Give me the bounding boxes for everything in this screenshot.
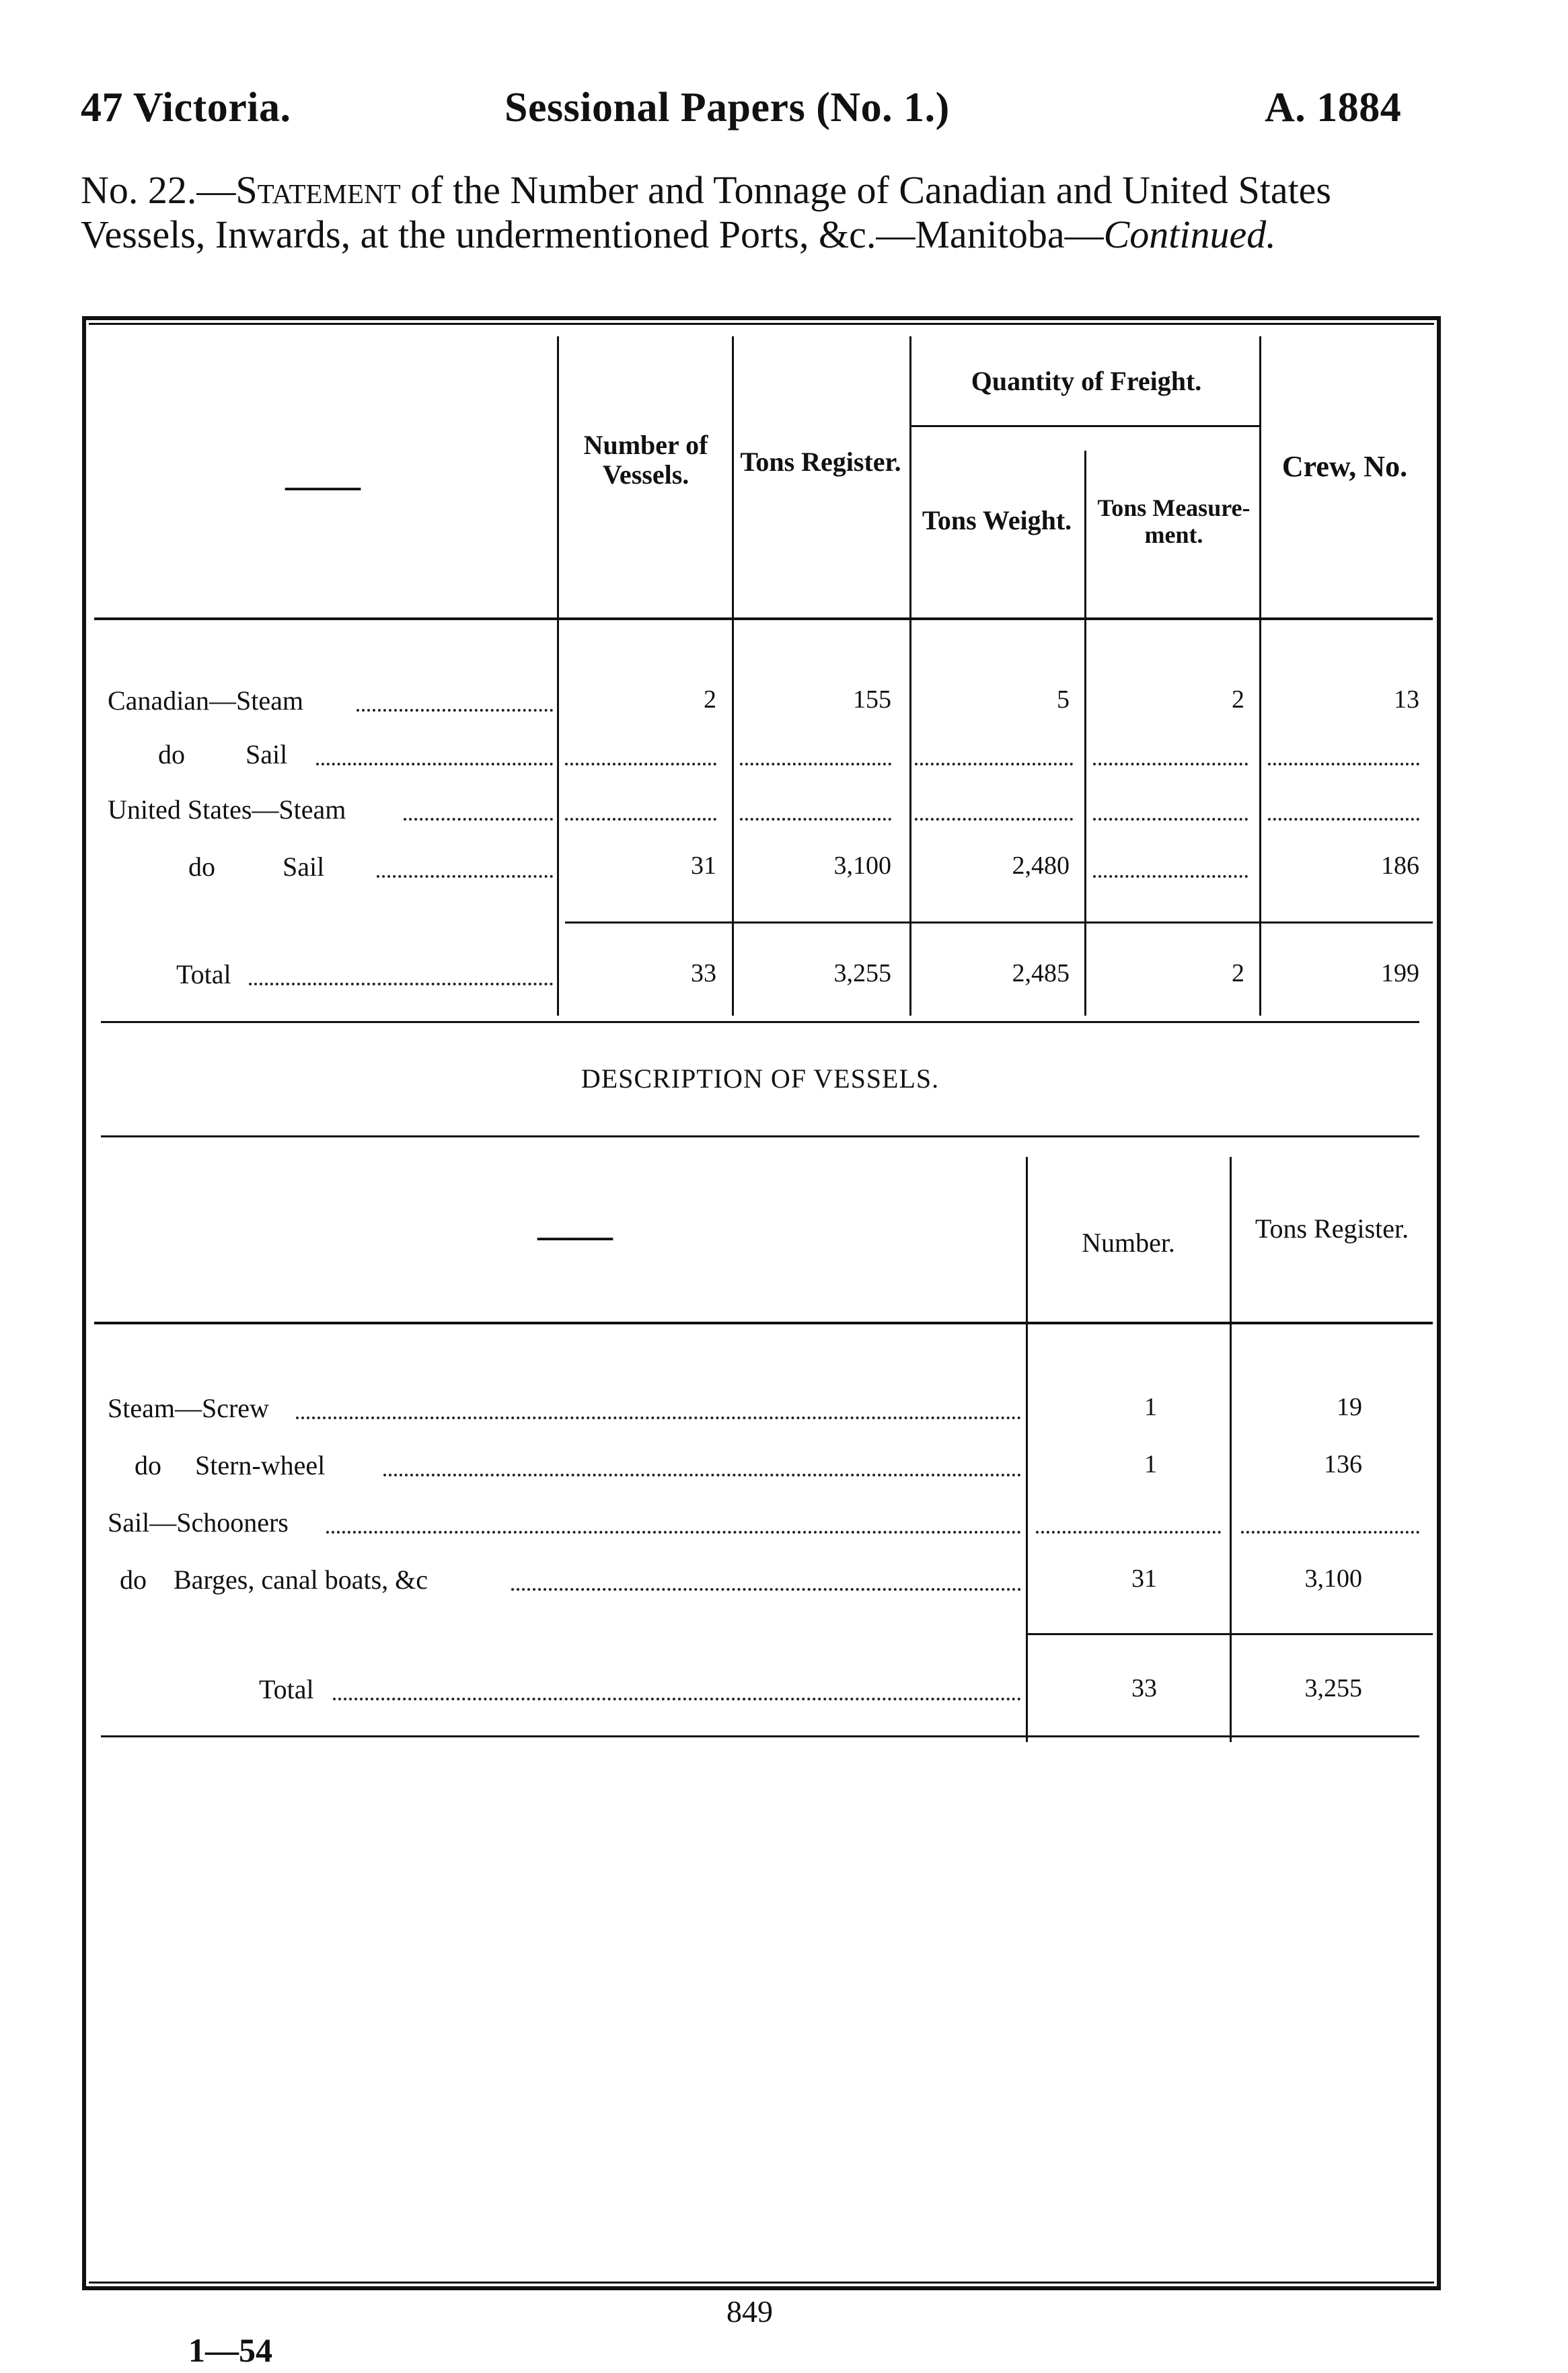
t1-total-vessels: 33 xyxy=(691,959,716,987)
t1-col-tons-measurement: Tons Measure-ment. xyxy=(1097,494,1250,548)
t1-empty-cell xyxy=(1268,761,1419,765)
statement-title xyxy=(81,168,1453,257)
t1-empty-cell xyxy=(915,761,1073,765)
t1-total-weight: 2,485 xyxy=(1012,959,1070,987)
t1-stub-header: —— xyxy=(285,465,361,506)
header-center: Sessional Papers (No. 1.) xyxy=(505,85,950,130)
page-number: 849 xyxy=(726,2294,773,2329)
header-left: 47 Victoria. xyxy=(81,85,291,130)
t1-row-leader xyxy=(357,708,553,712)
t2-total-leader xyxy=(333,1696,1021,1700)
t1-row-vessels: 31 xyxy=(691,852,716,880)
t1-col-vessels: Number of Vessels. xyxy=(583,430,708,490)
frame-inner-bottom xyxy=(89,2282,1434,2284)
t1-row-leader xyxy=(316,761,553,765)
t2-row-register: 19 xyxy=(1337,1393,1362,1421)
t1-row-label-do: do Sail xyxy=(188,852,325,882)
t1-row-register: 155 xyxy=(853,685,891,714)
t1-empty-cell xyxy=(740,761,891,765)
t2-row-register: 3,100 xyxy=(1304,1565,1362,1593)
t2-header-rule xyxy=(94,1322,1433,1324)
title-text: of the Number and Tonnage of Canadian and United States Vessels, Inwards, at the undermentioned Ports, &c.—Manitoba— xyxy=(81,168,1331,256)
t1-row-leader xyxy=(404,817,553,821)
t1-freight-rule xyxy=(909,425,1259,427)
t1-col-tons-register: Tons Register. xyxy=(740,447,901,477)
t2-col-number: Number. xyxy=(1082,1228,1175,1258)
title-statement: Statement xyxy=(235,168,401,212)
t2-total-label: Total xyxy=(259,1674,314,1704)
t1-rule-2 xyxy=(732,336,734,1016)
t1-row-leader xyxy=(377,874,553,878)
t1-row-register: 3,100 xyxy=(833,852,891,880)
frame-inner-top xyxy=(89,323,1434,325)
t2-row-label: Steam—Screw xyxy=(108,1393,269,1423)
t2-sum-rule xyxy=(1026,1633,1433,1635)
t2-row-register: 136 xyxy=(1324,1450,1362,1478)
page-frame xyxy=(82,316,1441,2290)
t2-stub-header: —— xyxy=(537,1215,613,1256)
t1-total-leader xyxy=(249,981,553,985)
t1-row-vessels: 2 xyxy=(704,685,716,714)
t1-total-label: Total xyxy=(176,959,231,989)
t1-empty-cell xyxy=(565,761,716,765)
t1-empty-cell xyxy=(1268,817,1419,821)
t1-freight-group: Quantity of Freight. xyxy=(971,366,1202,396)
t1-row-label-do: do Sail xyxy=(158,739,288,769)
t1-empty-cell xyxy=(1093,761,1248,765)
t1-empty-cell xyxy=(1093,817,1248,821)
header-right: A. 1884 xyxy=(1265,85,1402,130)
t1-row-measurement: 2 xyxy=(1232,685,1244,714)
t1-empty-cell xyxy=(740,817,891,821)
t2-row-leader xyxy=(296,1415,1021,1419)
t2-row-label-do: do Stern-wheel xyxy=(135,1450,326,1480)
t1-rule-4 xyxy=(1084,451,1086,1016)
t2-row-leader xyxy=(326,1530,1021,1534)
section-title: DESCRIPTION OF VESSELS. xyxy=(581,1063,940,1094)
t2-rule-1 xyxy=(1026,1157,1028,1742)
t1-header-rule xyxy=(94,617,1433,620)
t1-bottom-rule xyxy=(101,1021,1419,1023)
t1-row-weight: 2,480 xyxy=(1012,852,1070,880)
t2-row-number: 1 xyxy=(1144,1393,1157,1421)
t1-rule-1 xyxy=(557,336,559,1016)
t2-row-leader xyxy=(511,1587,1021,1591)
t1-sum-rule xyxy=(565,921,1433,924)
t2-empty-cell xyxy=(1036,1530,1221,1534)
t1-col-crew: Crew, No. xyxy=(1281,450,1408,483)
t1-empty-cell xyxy=(565,817,716,821)
t2-total-register: 3,255 xyxy=(1304,1674,1362,1702)
t1-row-crew: 186 xyxy=(1381,852,1419,880)
t1-col-tons-weight: Tons Weight. xyxy=(922,505,1072,535)
title-number: No. 22.— xyxy=(81,168,236,212)
t1-empty-cell xyxy=(1093,874,1248,878)
t2-col-tons-register: Tons Register. xyxy=(1255,1213,1409,1244)
t1-rule-3 xyxy=(909,336,911,1016)
t1-rule-5 xyxy=(1259,336,1261,1016)
t1-total-crew: 199 xyxy=(1381,959,1419,987)
t2-row-leader xyxy=(383,1472,1021,1476)
t1-empty-cell xyxy=(915,817,1073,821)
t1-row-crew: 13 xyxy=(1394,685,1419,714)
t2-row-label: Sail—Schooners xyxy=(108,1507,289,1538)
t2-top-rule xyxy=(101,1135,1419,1137)
t1-row-label: United States—Steam xyxy=(108,794,346,825)
t1-total-measurement: 2 xyxy=(1232,959,1244,987)
t2-empty-cell xyxy=(1241,1530,1419,1534)
t2-row-number: 1 xyxy=(1144,1450,1157,1478)
t2-row-number: 31 xyxy=(1131,1565,1157,1593)
title-continued: Continued. xyxy=(1103,213,1276,256)
t1-row-label: Canadian—Steam xyxy=(108,685,304,716)
t2-bottom-rule xyxy=(101,1735,1419,1737)
t1-total-register: 3,255 xyxy=(833,959,891,987)
t2-row-label-do: do Barges, canal boats, &c xyxy=(120,1565,428,1595)
t1-row-weight: 5 xyxy=(1057,685,1070,714)
signature-mark: 1—54 xyxy=(188,2331,272,2369)
t2-rule-2 xyxy=(1230,1157,1232,1742)
t2-total-number: 33 xyxy=(1131,1674,1157,1702)
